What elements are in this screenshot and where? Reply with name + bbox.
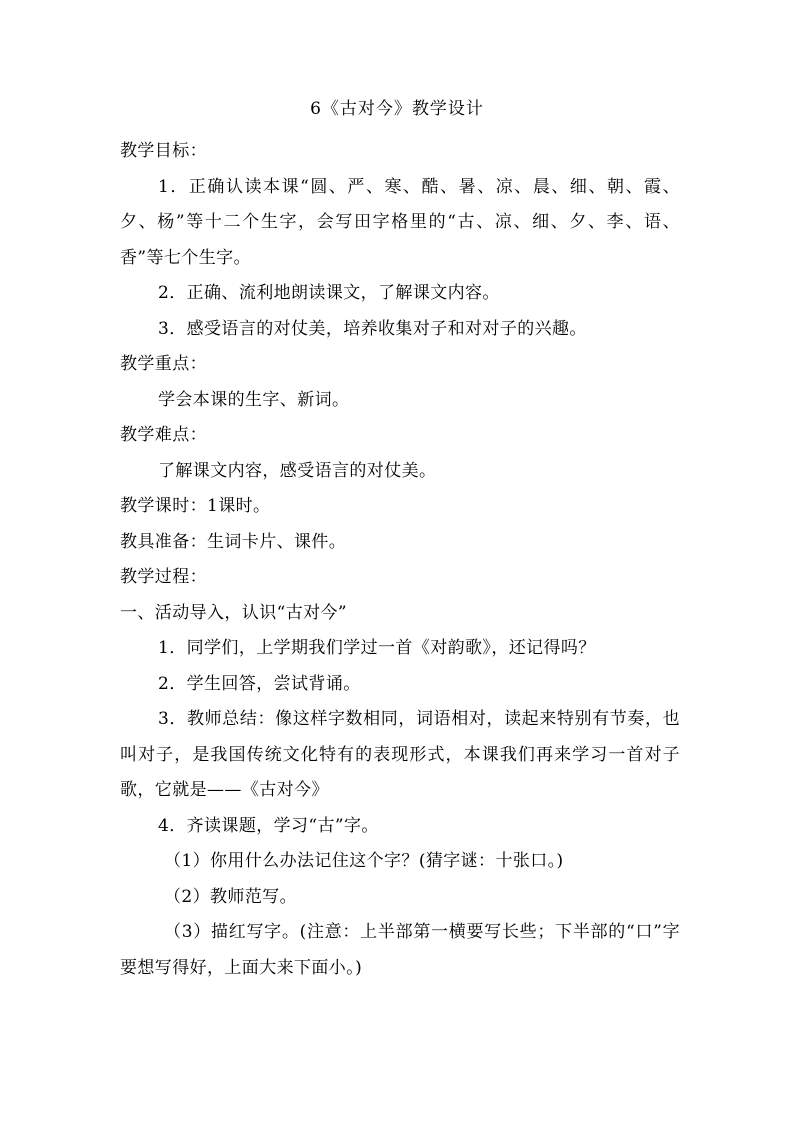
step-2: 2．学生回答，尝试背诵。 bbox=[158, 673, 361, 694]
objective-1: 1．正确认读本课“圆、严、寒、酷、暑、凉、晨、细、朝、霞、夕、杨”等十二个生字，会写田字格里的“古、凉、细、夕、李、语、香”等七个生字。 bbox=[120, 176, 680, 268]
sub-step-3: （3）描红写字。(注意：上半部第一横要写长些；下半部的“口”字要想写得好，上面大来下面小。) bbox=[120, 922, 680, 978]
sub-step-2: （2）教师范写。 bbox=[164, 886, 298, 907]
section-1-heading: 一、活动导入，认识“古对今” bbox=[120, 602, 347, 623]
objective-3: 3．感受语言的对仗美，培养收集对子和对对子的兴趣。 bbox=[158, 318, 587, 339]
difficulties-text: 了解课文内容，感受语言的对仗美。 bbox=[158, 460, 437, 481]
document-body bbox=[120, 134, 680, 986]
step-4: 4．齐读课题，学习“古”字。 bbox=[158, 815, 379, 836]
objective-2: 2．正确、流利地朗读课文，了解课文内容。 bbox=[158, 283, 500, 303]
class-hours: 教学课时：1课时。 bbox=[120, 496, 271, 516]
document-title: 6《古对今》教学设计 bbox=[310, 99, 484, 119]
key-points-text: 学会本课的生字、新词。 bbox=[158, 389, 350, 410]
materials: 教具准备：生词卡片、课件。 bbox=[120, 531, 347, 552]
key-points-heading: 教学重点： bbox=[120, 354, 207, 374]
objectives-heading: 教学目标： bbox=[120, 141, 207, 161]
process-heading: 教学过程： bbox=[120, 567, 207, 587]
difficulties-heading: 教学难点： bbox=[120, 425, 207, 445]
step-1: 1．同学们，上学期我们学过一首《对韵歌》，还记得吗？ bbox=[158, 638, 596, 658]
sub-step-1: （1）你用什么办法记住这个字？(猜字谜：十张口。) bbox=[164, 851, 564, 871]
step-3: 3．教师总结：像这样字数相同，词语相对，读起来特别有节奏，也叫对子，是我国传统文化特有的表现形式，本课我们再来学习一首对子歌，它就是——《古对今》 bbox=[120, 709, 680, 800]
